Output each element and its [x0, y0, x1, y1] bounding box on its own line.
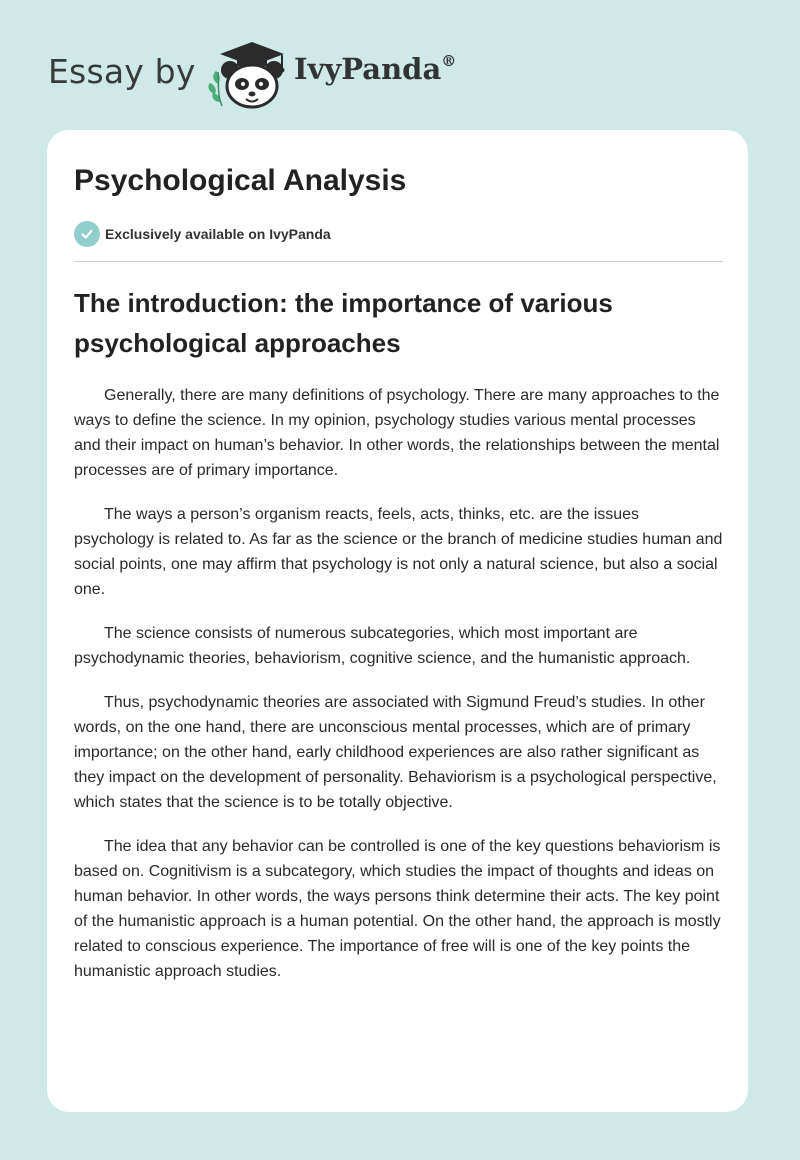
registered-mark: ®: [441, 52, 457, 70]
paragraph: Generally, there are many definitions of psychology. There are many approaches to the ways to define the science. In my opinion, psychology studies various mental processes and their impact on human’s behavior. In other words, the relationships between the mental processes are of primary importance.: [74, 387, 720, 479]
panda-graduate-logo-icon[interactable]: [202, 36, 292, 110]
paragraph: The ways a person’s organism reacts, feels, acts, thinks, etc. are the issues psychology is related to. As far as the science or the branch of medicine studies human and social points, one may affirm that psychology is not only a natural science, but also a social one.: [74, 506, 723, 598]
site-header: [48, 36, 508, 110]
divider: [74, 261, 723, 262]
section-heading: The introduction: the importance of various psychological approaches: [74, 288, 613, 358]
checkmark-icon: [74, 221, 100, 247]
ivy-leaf-icon: [208, 71, 222, 106]
essay-card: [47, 130, 748, 1112]
essay-by-label: Essay by: [48, 52, 196, 91]
exclusive-label: Exclusively available on IvyPanda: [105, 226, 331, 242]
paragraph: The idea that any behavior can be controlled is one of the key questions behaviorism is based on. Cognitivism is a subcategory, which studies the impact of thoughts and ideas on human behavior. In other words, the ways persons think determine their acts. The key point of the humanistic approach is a human potential. On the other hand, the approach is mostly related to conscious experience. The importance of free will is one of the key points the humanistic approach studies.: [74, 838, 721, 980]
page-title: Psychological Analysis: [74, 164, 407, 197]
brand-name[interactable]: IvyPanda®: [294, 52, 457, 86]
essay-body: [74, 383, 723, 1003]
exclusive-badge: [74, 221, 331, 247]
paragraph: The science consists of numerous subcategories, which most important are psychodynamic theories, behaviorism, cognitive science, and the humanistic approach.: [74, 625, 691, 667]
paragraph: Thus, psychodynamic theories are associated with Sigmund Freud’s studies. In other words, on the one hand, there are unconscious mental processes, which are of primary importance; on the other hand, early childhood experiences are also rather significant as they impact on the development of personality. Behaviorism is a psychological perspective, which states that the science is to be totally objective.: [74, 694, 717, 811]
